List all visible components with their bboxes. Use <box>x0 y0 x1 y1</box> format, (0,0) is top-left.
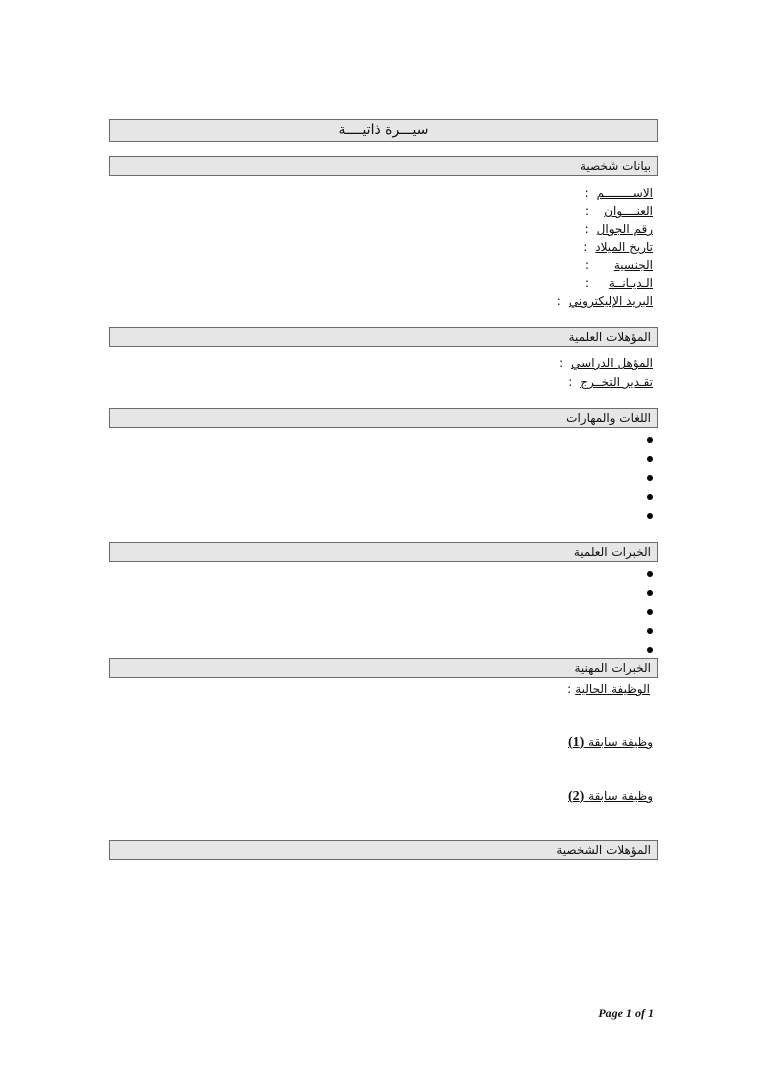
field-degree-label: المؤهل الدراسي <box>571 356 653 370</box>
section-scientific-experience-header: الخبرات العلمية <box>109 542 658 562</box>
bullet-point <box>647 437 653 443</box>
cv-title: سيـــرة ذاتيــــة <box>109 119 658 142</box>
bullet-point <box>647 456 653 462</box>
field-religion-label: الـديـانــة <box>608 276 653 290</box>
field-degree <box>559 355 653 371</box>
section-professional-experience-header: الخبرات المهنية <box>109 658 658 678</box>
previous-job-number: (1) <box>567 735 585 750</box>
field-nationality <box>585 257 653 273</box>
field-grade <box>568 374 653 390</box>
colon: : <box>584 204 589 218</box>
section-languages-header: اللغات والمهارات <box>109 408 658 428</box>
section-qualifications-header: المؤهلات العلمية <box>109 327 658 347</box>
section-personal-header: بيانات شخصية <box>109 156 658 176</box>
field-name-label: الاســــــــم <box>596 186 653 200</box>
field-religion <box>585 275 653 291</box>
field-previous-job-1-label <box>568 734 653 751</box>
field-nationality-label: الجنسية <box>613 258 653 272</box>
field-mobile-label: رقم الجوال <box>596 222 653 236</box>
bullet-point <box>647 590 653 596</box>
colon: : <box>559 356 564 370</box>
bullet-point <box>647 609 653 615</box>
field-email-label: البريد الإليكتروني <box>568 294 653 308</box>
field-birth-date <box>583 239 653 255</box>
bullet-point <box>647 647 653 653</box>
bullet-point <box>647 571 653 577</box>
previous-job-number: (2) <box>567 789 585 804</box>
bullet-point <box>647 494 653 500</box>
field-current-job-label: الوظيفة الحالية <box>575 682 650 696</box>
field-email <box>557 293 653 309</box>
field-grade-label: تقـدير التخــرج <box>580 375 653 389</box>
colon: : <box>584 258 589 272</box>
field-previous-job-2 <box>568 788 653 805</box>
bullet-point <box>647 513 653 519</box>
bullet-point <box>647 628 653 634</box>
colon: : <box>556 294 561 308</box>
colon: : <box>567 682 572 696</box>
field-previous-job-1 <box>568 734 653 751</box>
field-address-label: العنــــوان <box>604 204 653 218</box>
field-birth-date-label: تاريخ الميلاد <box>595 240 653 254</box>
page-number-footer: Page 1 of 1 <box>598 1006 654 1020</box>
field-name <box>585 185 653 201</box>
previous-job-label: وظيفة سابقة <box>588 789 653 803</box>
bullet-point <box>647 475 653 481</box>
colon: : <box>584 222 589 236</box>
colon: : <box>583 240 588 254</box>
field-mobile <box>585 221 653 237</box>
colon: : <box>584 276 589 290</box>
previous-job-label: وظيفة سابقة <box>588 735 653 749</box>
field-current-job <box>567 681 650 697</box>
field-address <box>585 203 653 219</box>
section-personal-qualities-header: المؤهلات الشخصية <box>109 840 658 860</box>
field-previous-job-2-label <box>568 788 653 805</box>
colon: : <box>568 375 573 389</box>
colon: : <box>584 186 589 200</box>
